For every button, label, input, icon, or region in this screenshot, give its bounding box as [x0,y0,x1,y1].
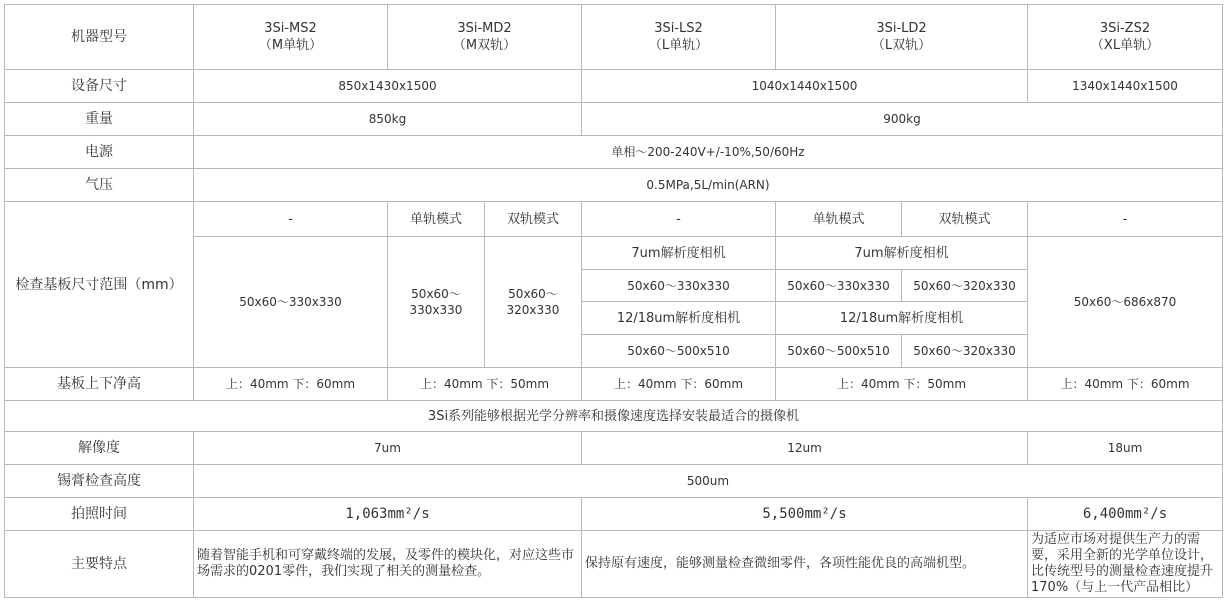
clearance-ms2: 上：40mm 下：60mm [194,368,388,401]
row-weight [5,103,1223,136]
row-model [5,5,1223,70]
board-ms2-range: 50x60～330x330 [194,237,388,368]
row-features [5,531,1223,598]
board-ms2-dash: - [194,202,388,237]
model-ld2-rail: （L双轨） [871,38,932,53]
row-clearance [5,368,1223,401]
board-ls2-cam12-range: 50x60～500x510 [582,335,776,368]
camera-note: 3Si系列能够根据光学分辨率和摄像速度选择安装最适合的摄像机 [5,401,1223,432]
board-ld2-dual-mode: 双轨模式 [902,202,1028,237]
model-ms2-rail: （M单轨） [258,38,323,53]
label-dimensions: 设备尺寸 [5,70,194,103]
resolution-12: 12um [582,432,1028,465]
power-value: 单相～200-240V+/-10%,50/60Hz [194,136,1223,169]
features-b: 保持原有速度，能够测量检查微细零件，各项性能优良的高端机型。 [582,531,1028,598]
weight-m: 850kg [194,103,582,136]
label-model: 机器型号 [5,5,194,70]
label-features: 主要特点 [5,531,194,598]
model-zs2-rail: （XL单轨） [1090,38,1160,53]
shot-time-c: 6,400mm²/s [1028,498,1223,531]
row-note [5,401,1223,432]
label-shot-time: 拍照时间 [5,498,194,531]
spec-table [4,4,1223,598]
board-ls2-cam7-title: 7um解析度相机 [582,237,776,270]
resolution-7: 7um [194,432,582,465]
model-md2-code: 3Si-MD2 [457,21,512,36]
board-ls2-dash: - [582,202,776,237]
board-ld2-cam12-single-range: 50x60～500x510 [776,335,902,368]
row-board-modes [5,202,1223,237]
shot-time-b: 5,500mm²/s [582,498,1028,531]
resolution-18: 18um [1028,432,1223,465]
label-solder-height: 锡膏检查高度 [5,465,194,498]
board-md2-single-mode: 单轨模式 [388,202,485,237]
shot-time-a: 1,063mm²/s [194,498,582,531]
model-ls2 [582,5,776,70]
model-zs2 [1028,5,1223,70]
label-weight: 重量 [5,103,194,136]
clearance-ld2: 上：40mm 下：50mm [776,368,1028,401]
label-resolution: 解像度 [5,432,194,465]
board-ld2-cam7-dual-range: 50x60～320x330 [902,270,1028,302]
label-clearance: 基板上下净高 [5,368,194,401]
air-value: 0.5MPa,5L/min(ARN) [194,169,1223,202]
label-air: 气压 [5,169,194,202]
clearance-ls2: 上：40mm 下：60mm [582,368,776,401]
row-power [5,136,1223,169]
row-shot-time [5,498,1223,531]
model-ms2-code: 3Si-MS2 [264,21,317,36]
row-dimensions [5,70,1223,103]
label-power: 电源 [5,136,194,169]
board-ld2-cam12-dual-range: 50x60～320x330 [902,335,1028,368]
clearance-md2: 上：40mm 下：50mm [388,368,582,401]
model-ld2 [776,5,1028,70]
board-ls2-cam12-title: 12/18um解析度相机 [582,302,776,335]
row-solder-height [5,465,1223,498]
dimensions-m: 850x1430x1500 [194,70,582,103]
features-c: 为适应市场对提供生产力的需要，采用全新的光学单位设计，比传统型号的测量检查速度提升170%（与上一代产品相比） [1028,531,1223,598]
model-ld2-code: 3Si-LD2 [876,21,927,36]
solder-height-value: 500um [194,465,1223,498]
dimensions-l: 1040x1440x1500 [582,70,1028,103]
board-ls2-cam7-range: 50x60～330x330 [582,270,776,302]
board-ld2-cam7-title: 7um解析度相机 [776,237,1028,270]
dimensions-xl: 1340x1440x1500 [1028,70,1223,103]
model-ls2-code: 3Si-LS2 [654,21,703,36]
board-ld2-single-mode: 单轨模式 [776,202,902,237]
row-air [5,169,1223,202]
model-md2 [388,5,582,70]
model-md2-rail: （M双轨） [452,38,517,53]
board-zs2-range: 50x60～686x870 [1028,237,1223,368]
board-zs2-dash: - [1028,202,1223,237]
model-zs2-code: 3Si-ZS2 [1099,21,1151,36]
clearance-zs2: 上：40mm 下：60mm [1028,368,1223,401]
board-ld2-cam7-single-range: 50x60～330x330 [776,270,902,302]
model-ls2-rail: （L单轨） [648,38,709,53]
model-ms2 [194,5,388,70]
board-md2-dual-mode: 双轨模式 [485,202,582,237]
label-board-size: 检查基板尺寸范围（mm） [5,202,194,368]
features-a: 随着智能手机和可穿戴终端的发展，及零件的模块化，对应这些市场需求的0201零件，我们实现了相关的测量检查。 [194,531,582,598]
board-md2-single-range: 50x60～330x330 [388,237,485,368]
board-md2-dual-range: 50x60～320x330 [485,237,582,368]
weight-l: 900kg [582,103,1223,136]
row-resolution [5,432,1223,465]
board-ld2-cam12-title: 12/18um解析度相机 [776,302,1028,335]
